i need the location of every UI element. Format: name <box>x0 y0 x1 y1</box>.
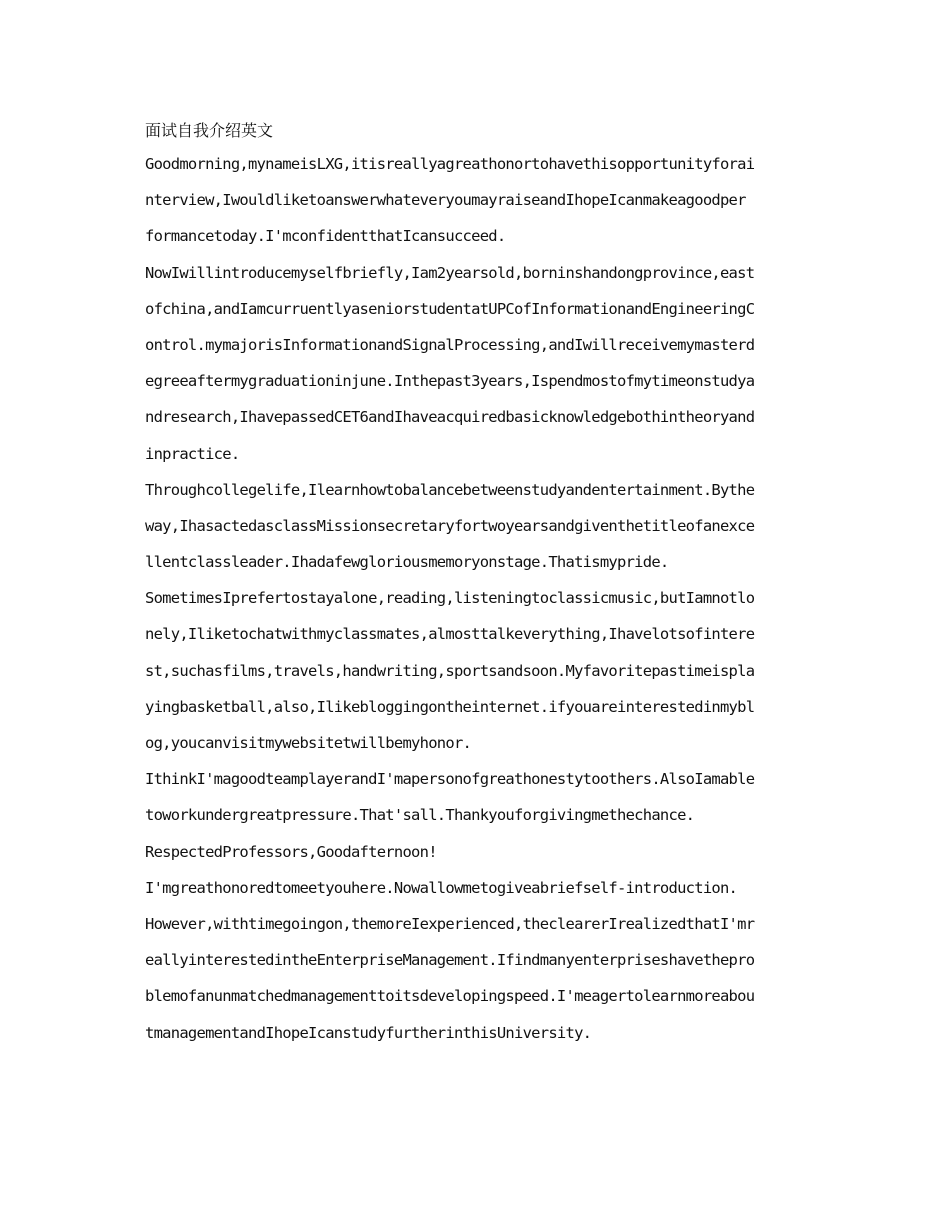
text-line: nterview,IwouldliketoanswerwhateveryoumayraiseandIhopeIcanmakeagoodper <box>145 191 746 210</box>
text-line: formancetoday.I'mconfidentthatIcansucceed. <box>145 227 506 246</box>
text-line: llentclassleader.Ihadafewgloriousmemoryonstage.Thatismypride. <box>145 553 669 572</box>
document-page <box>145 116 810 1051</box>
text-line: toworkundergreatpressure.That'sall.Thankyouforgivingmethechance. <box>145 806 695 825</box>
text-line: blemofanunmatchedmanagementtoitsdevelopingspeed.I'meagertolearnmoreabou <box>145 987 755 1006</box>
paragraph-background <box>145 255 810 472</box>
paragraph-intro <box>145 870 810 906</box>
text-line: However,withtimegoingon,themoreIexperienced,theclearerIrealizedthatI'mr <box>145 914 755 933</box>
paragraph-management <box>145 906 810 1051</box>
text-line: way,IhasactedasclassMissionsecretaryfortwoyearsandgiventhetitleofanexce <box>145 516 755 535</box>
text-line: ofchina,andIamcurruentlyaseniorstudentatUPCofInformationandEngineeringC <box>145 299 755 318</box>
text-line: ontrol.mymajorisInformationandSignalProcessing,andIwillreceivemymasterd <box>145 335 755 354</box>
text-line: eallyinterestedintheEnterpriseManagement.Ifindmanyenterpriseshavethepro <box>145 951 755 970</box>
paragraph-interests <box>145 580 810 761</box>
text-line: I'mgreathonoredtomeetyouhere.Nowallowmetogiveabriefself-introduction. <box>145 878 738 897</box>
text-line: SometimesIprefertostayalone,reading,listeningtoclassicmusic,butIamnotlo <box>145 589 755 608</box>
text-line: Goodmorning,mynameisLXG,itisreallyagreathonortohavethisopportunityforai <box>145 155 755 173</box>
text-line: ndresearch,IhavepassedCET6andIhaveacquiredbasicknowledgebothintheoryand <box>145 408 755 427</box>
text-line: NowIwillintroducemyselfbriefly,Iam2yearsold,borninshandongprovince,east <box>145 263 755 282</box>
paragraph-college-life <box>145 472 810 581</box>
text-line: RespectedProfessors,Goodafternoon! <box>145 842 437 861</box>
document-title: 面试自我介绍英文 <box>145 121 274 140</box>
text-line: egreeaftermygraduationinjune.Inthepast3years,Ispendmostofmytimeonstudya <box>145 372 755 391</box>
text-line: Throughcollegelife,Ilearnhowtobalancebetweenstudyandentertainment.Bythe <box>145 480 755 499</box>
paragraph-teamwork <box>145 761 810 833</box>
text-line: nely,Iliketochatwithmyclassmates,almosttalkeverything,Ihavelotsofintere <box>145 625 755 644</box>
text-line: tmanagementandIhopeIcanstudyfurtherinthisUniversity. <box>145 1023 592 1042</box>
text-line: inpractice. <box>145 444 240 463</box>
text-line: og,youcanvisitmywebsitetwillbemyhonor. <box>145 734 472 752</box>
text-line: st,suchasfilms,travels,handwriting,sportsandsoon.Myfavoritepastimeispla <box>145 661 755 680</box>
paragraph-salutation <box>145 834 810 870</box>
text-line: IthinkI'magoodteamplayerandI'mapersonofgreathonestytoothers.AlsoIamable <box>145 770 755 789</box>
paragraph-greeting <box>145 146 810 255</box>
text-line: yingbasketball,also,Ilikebloggingontheinternet.ifyouareinterestedinmybl <box>145 697 755 716</box>
